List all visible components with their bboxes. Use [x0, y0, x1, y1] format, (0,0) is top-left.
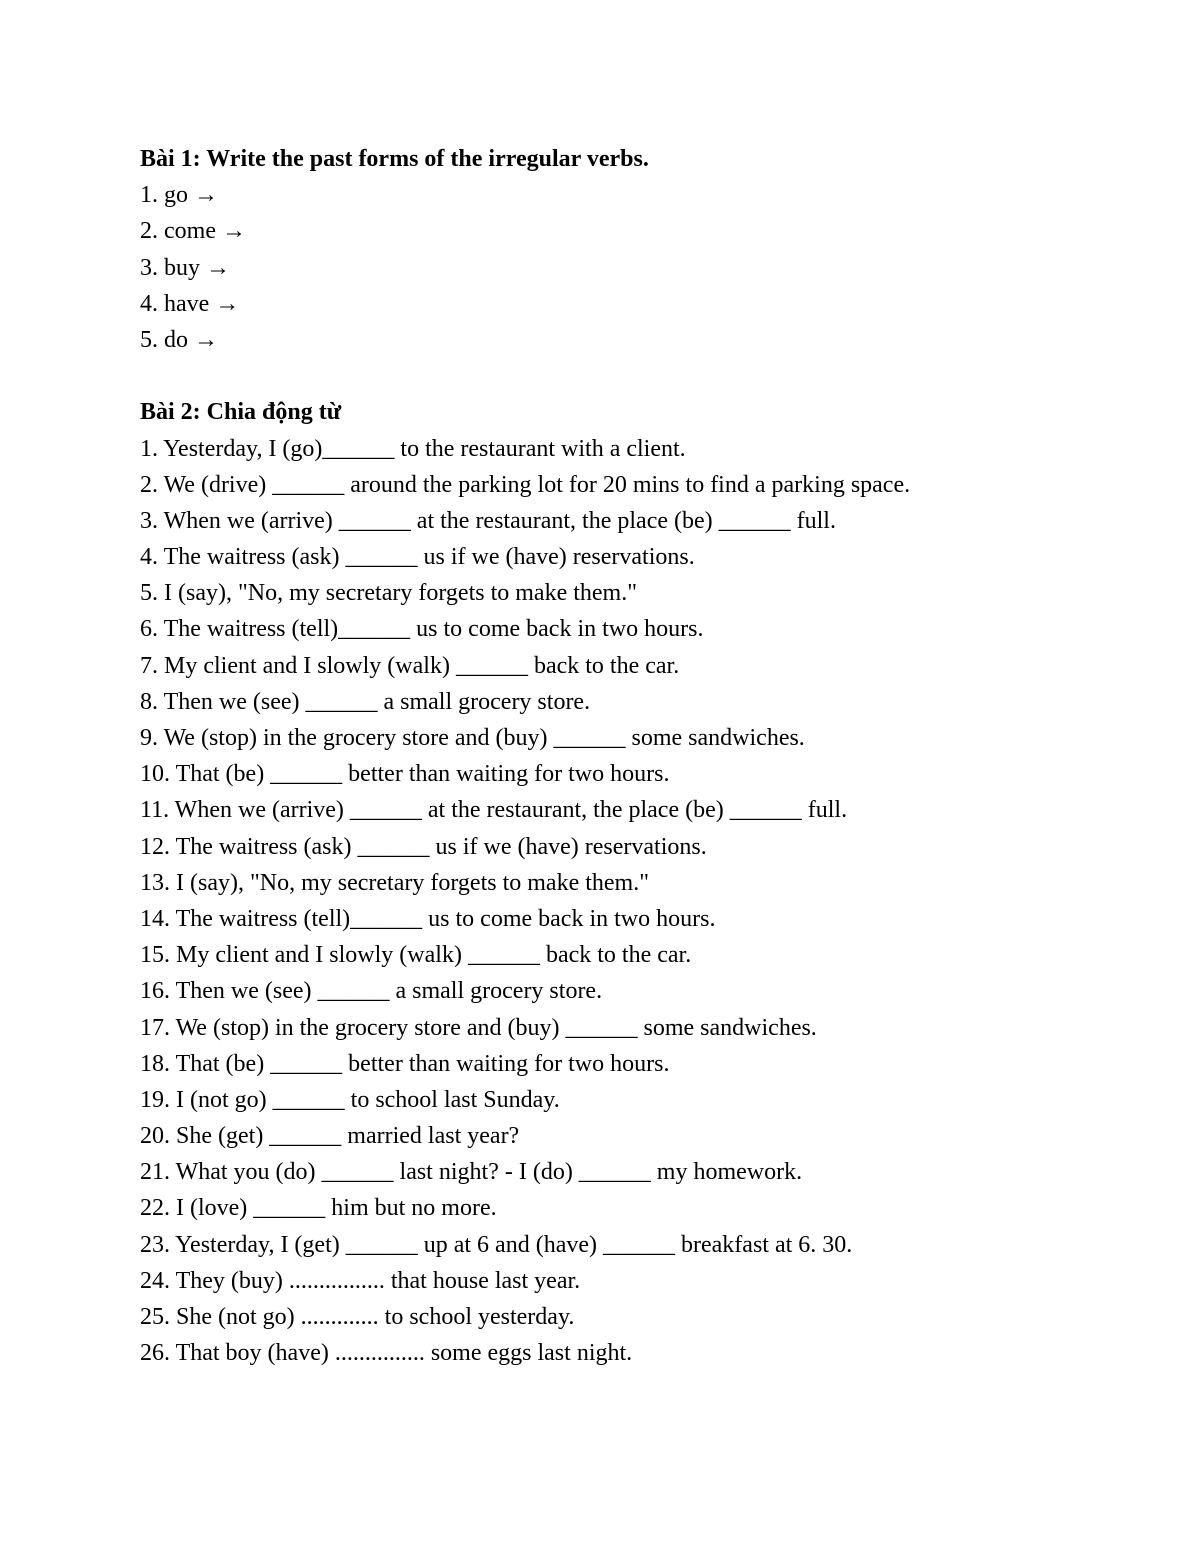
section-2-item: 22. I (love) ______ him but no more. — [140, 1195, 497, 1222]
section-2-item: 18. That (be) ______ better than waiting for two hours. — [140, 1050, 670, 1077]
section-2-item: 26. That boy (have) ............... some eggs last night. — [140, 1340, 633, 1367]
section-2-item: 23. Yesterday, I (get) ______ up at 6 and (have) ______ breakfast at 6. 30. — [140, 1231, 853, 1258]
section-2-title: Bài 2: Chia động từ — [140, 399, 342, 426]
section-2-item: 13. I (say), "No, my secretary forgets to make them." — [140, 869, 650, 896]
section-1-item: 2. come → — [140, 218, 246, 245]
section-2-item: 15. My client and I slowly (walk) ______ back to the car. — [140, 942, 692, 969]
section-2-item: 5. I (say), "No, my secretary forgets to make them." — [140, 580, 638, 607]
section-2-item: 19. I (not go) ______ to school last Sunday. — [140, 1086, 560, 1113]
section-2-item: 20. She (get) ______ married last year? — [140, 1123, 520, 1150]
section-1-item: 5. do → — [140, 326, 218, 353]
section-2-item: 17. We (stop) in the grocery store and (buy) ______ some sandwiches. — [140, 1014, 817, 1041]
section-2-item: 2. We (drive) ______ around the parking lot for 20 mins to find a parking space. — [140, 471, 911, 498]
section-2-item: 1. Yesterday, I (go)______ to the restaurant with a client. — [140, 435, 686, 462]
section-2-item: 9. We (stop) in the grocery store and (buy) ______ some sandwiches. — [140, 725, 805, 751]
section-2-item: 6. The waitress (tell)______ us to come back in two hours. — [140, 616, 704, 643]
section-2-item: 25. She (not go) ............. to school yesterday. — [140, 1304, 575, 1330]
section-spacer — [140, 358, 1140, 394]
section-2-item: 14. The waitress (tell)______ us to come back in two hours. — [140, 905, 716, 932]
section-2-item: 21. What you (do) ______ last night? - I (do) ______ my homework. — [140, 1159, 803, 1186]
section-2-item: 16. Then we (see) ______ a small grocery store. — [140, 978, 603, 1005]
section-2-item: 10. That (be) ______ better than waiting for two hours. — [140, 761, 670, 788]
section-2-item: 4. The waitress (ask) ______ us if we (have) reservations. — [140, 544, 695, 571]
section-2-item: 3. When we (arrive) ______ at the restaurant, the place (be) ______ full. — [140, 507, 836, 534]
section-2-item: 11. When we (arrive) ______ at the restaurant, the place (be) ______ full. — [140, 797, 848, 824]
section-1-title: Bài 1: Write the past forms of the irregular verbs. — [140, 146, 649, 172]
section-2-item: 7. My client and I slowly (walk) ______ back to the car. — [140, 652, 680, 679]
section-2-item: 24. They (buy) ................ that house last year. — [140, 1267, 581, 1294]
section-2-item: 12. The waitress (ask) ______ us if we (have) reservations. — [140, 833, 707, 860]
section-1-item: 1. go → — [140, 182, 218, 209]
section-1-item: 4. have → — [140, 290, 240, 317]
section-1-item: 3. buy → — [140, 254, 230, 281]
document-page — [140, 141, 1140, 1371]
section-2-item: 8. Then we (see) ______ a small grocery store. — [140, 688, 591, 715]
